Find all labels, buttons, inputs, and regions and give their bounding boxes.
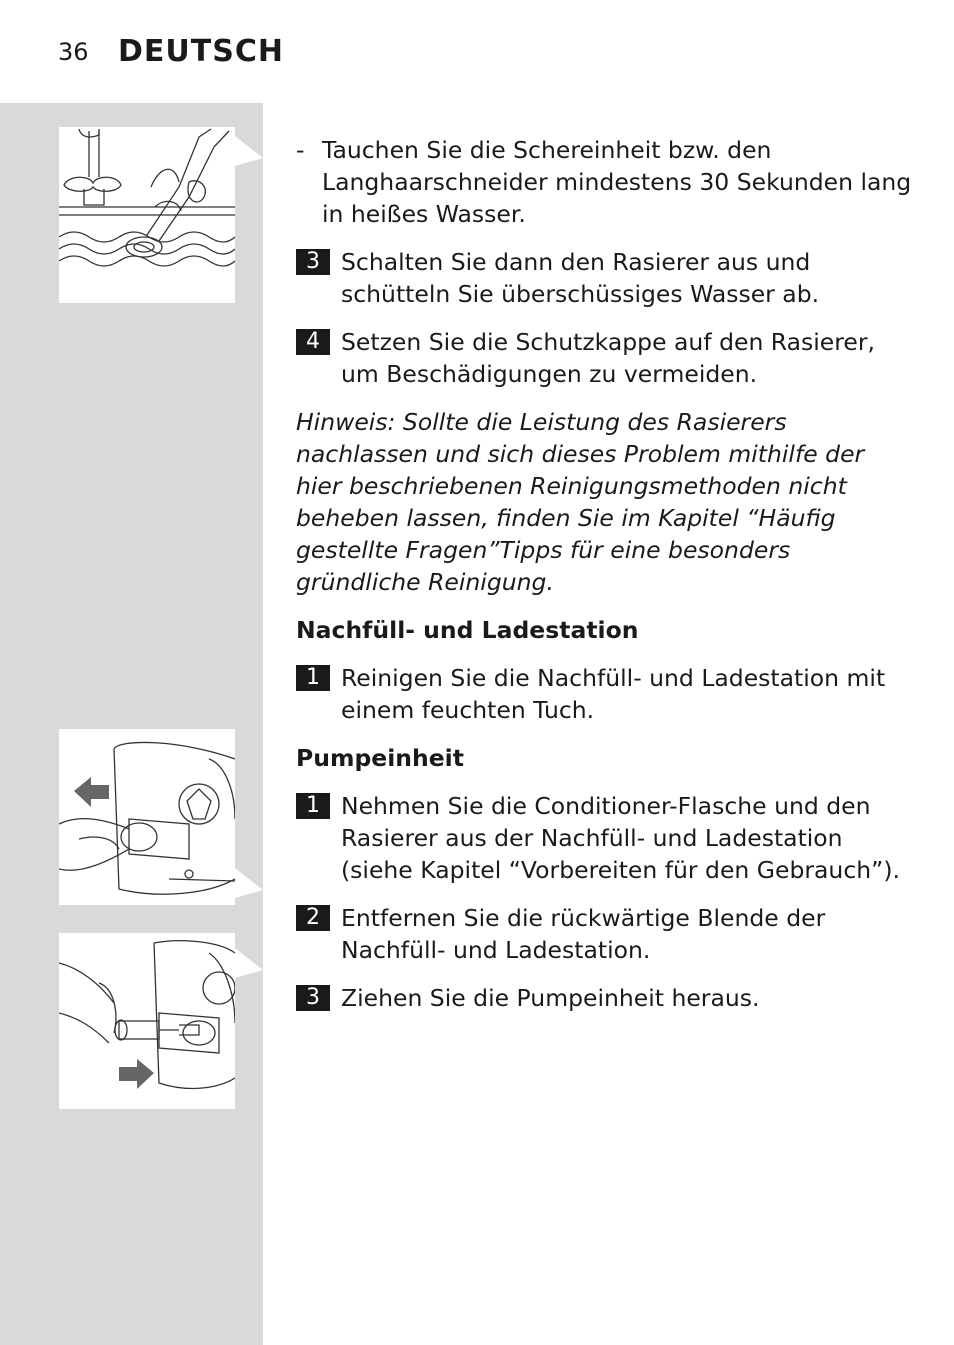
figure-pointer (235, 948, 263, 978)
step-text: Nehmen Sie die Conditioner-Flasche und den Rasierer aus der Nachfüll- und Ladestation (siehe Kapitel “Vorbereiten für den Gebrauch”). (341, 792, 900, 884)
step-number-badge: 4 (296, 329, 330, 355)
section-heading: Nachfüll- und Ladestation (296, 616, 639, 644)
figure-pointer (235, 868, 263, 898)
page-language-title: DEUTSCH (118, 34, 284, 69)
page-number: 36 (58, 38, 89, 66)
dash-list-item (296, 134, 916, 230)
main-content (296, 134, 916, 1030)
step-number-badge: 2 (296, 905, 330, 931)
pump-step (296, 902, 916, 966)
step-text: Reinigen Sie die Nachfüll- und Ladestation mit einem feuchten Tuch. (341, 664, 886, 724)
dash-bullet: - (296, 136, 305, 164)
pump-step (296, 982, 916, 1014)
step-number-badge: 3 (296, 985, 330, 1011)
figure-pointer (235, 136, 263, 166)
cleaning-step (296, 246, 916, 310)
pump-step (296, 790, 916, 886)
section-heading: Pumpeinheit (296, 744, 464, 772)
step-text: Ziehen Sie die Pumpeinheit heraus. (341, 984, 760, 1012)
step-text: Entfernen Sie die rückwärtige Blende der Nachfüll- und Ladestation. (341, 904, 826, 964)
note-paragraph: Hinweis: Sollte die Leistung des Rasierers nachlassen und sich dieses Problem mithilfe der hier beschriebenen Reinigungsmethoden nicht beheben lassen, finden Sie im Kapitel “Häufig gestellte Fragen”Tipps für eine besonders gründliche Reinigung. (296, 408, 865, 596)
cleaning-step (296, 326, 916, 390)
step-text: Setzen Sie die Schutzkappe auf den Rasierer, um Beschädigungen zu vermeiden. (341, 328, 875, 388)
faucet-rinse-illustration (59, 127, 235, 303)
step-number-badge: 1 (296, 793, 330, 819)
remove-pump-illustration (59, 933, 235, 1109)
open-back-panel-illustration (59, 729, 235, 905)
step-number-badge: 1 (296, 665, 330, 691)
dash-item-text: Tauchen Sie die Schereinheit bzw. den Langhaarschneider mindestens 30 Sekunden lang in heißes Wasser. (322, 136, 912, 228)
step-text: Schalten Sie dann den Rasierer aus und schütteln Sie überschüssiges Wasser ab. (341, 248, 820, 308)
step-number-badge: 3 (296, 249, 330, 275)
station-step (296, 662, 916, 726)
